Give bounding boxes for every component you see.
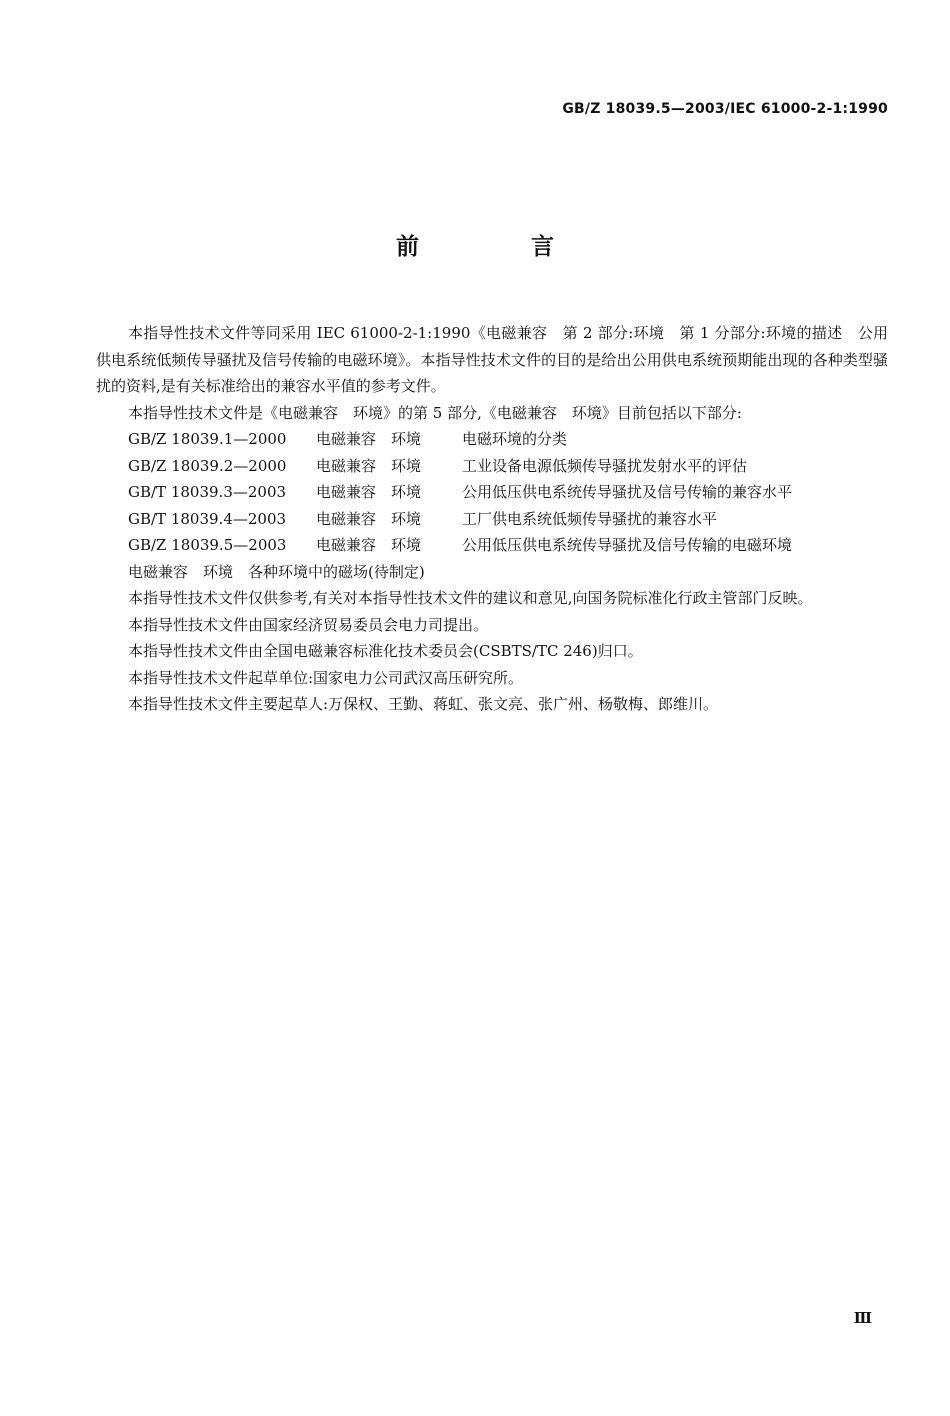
pending-standard-item: 电磁兼容 环境 各种环境中的磁场(待制定) [128, 562, 425, 581]
standard-part: 电磁兼容 环境 [316, 509, 422, 528]
standard-title: 公用低压供电系统传导骚扰及信号传输的兼容水平 [462, 483, 793, 501]
standard-title: 工业设备电源低频传导骚扰发射水平的评估 [462, 456, 748, 475]
standard-code: GB/T 18039.3—2003 [128, 483, 287, 501]
intro-paragraph-1: 本指导性技术文件等同采用 IEC 61000-2-1:1990《电磁兼容 第 2 部分:环境 第 1 分部分:环境的描述 公用供电系统低频传导骚扰及信号传输的电磁环境》。本指导性技术文件的目的是给出公用供电系统预期能出现的各种类型骚扰的资料,是有关标准给出的兼容水平值的参考文件。 [96, 324, 888, 395]
foreword-body [96, 320, 888, 718]
standards-list [96, 426, 888, 585]
closing-paragraph-2: 本指导性技术文件由国家经济贸易委员会电力司提出。 [128, 615, 489, 634]
standard-code: GB/Z 18039.2—2000 [128, 456, 287, 475]
standard-code: GB/T 18039.4—2003 [128, 509, 287, 528]
standard-code: GB/Z 18039.1—2000 [128, 430, 287, 448]
closing-paragraph-4: 本指导性技术文件起草单位:国家电力公司武汉高压研究所。 [128, 668, 524, 687]
closing-paragraph-1: 本指导性技术文件仅供参考,有关对本指导性技术文件的建议和意见,向国务院标准化行政主管部门反映。 [128, 589, 813, 607]
page-number: Ⅲ [853, 1309, 872, 1327]
standard-part: 电磁兼容 环境 [316, 536, 422, 554]
closing-paragraph-5: 本指导性技术文件主要起草人:万保权、王勤、蒋虹、张文亮、张广州、杨敬梅、郎维川。 [128, 695, 719, 713]
standard-part: 电磁兼容 环境 [316, 483, 422, 501]
standard-title: 公用低压供电系统传导骚扰及信号传输的电磁环境 [462, 536, 793, 554]
standard-item [96, 506, 888, 533]
standard-item [96, 453, 888, 480]
standard-title: 工厂供电系统低频传导骚扰的兼容水平 [462, 509, 718, 528]
document-code-header: GB/Z 18039.5—2003/IEC 61000-2-1:1990 [562, 101, 888, 117]
standard-item [96, 532, 888, 559]
standard-code: GB/Z 18039.5—2003 [128, 536, 287, 554]
standard-item [96, 479, 888, 506]
standard-item [96, 426, 888, 453]
page-title: 前 言 [395, 234, 606, 260]
intro-paragraph-2: 本指导性技术文件是《电磁兼容 环境》的第 5 部分,《电磁兼容 环境》目前包括以下部分: [128, 403, 742, 422]
standard-title: 电磁环境的分类 [462, 430, 568, 448]
standard-part: 电磁兼容 环境 [316, 456, 422, 475]
closing-paragraph-3: 本指导性技术文件由全国电磁兼容标准化技术委员会(CSBTS/TC 246)归口。 [128, 642, 643, 660]
standard-part: 电磁兼容 环境 [316, 430, 422, 448]
